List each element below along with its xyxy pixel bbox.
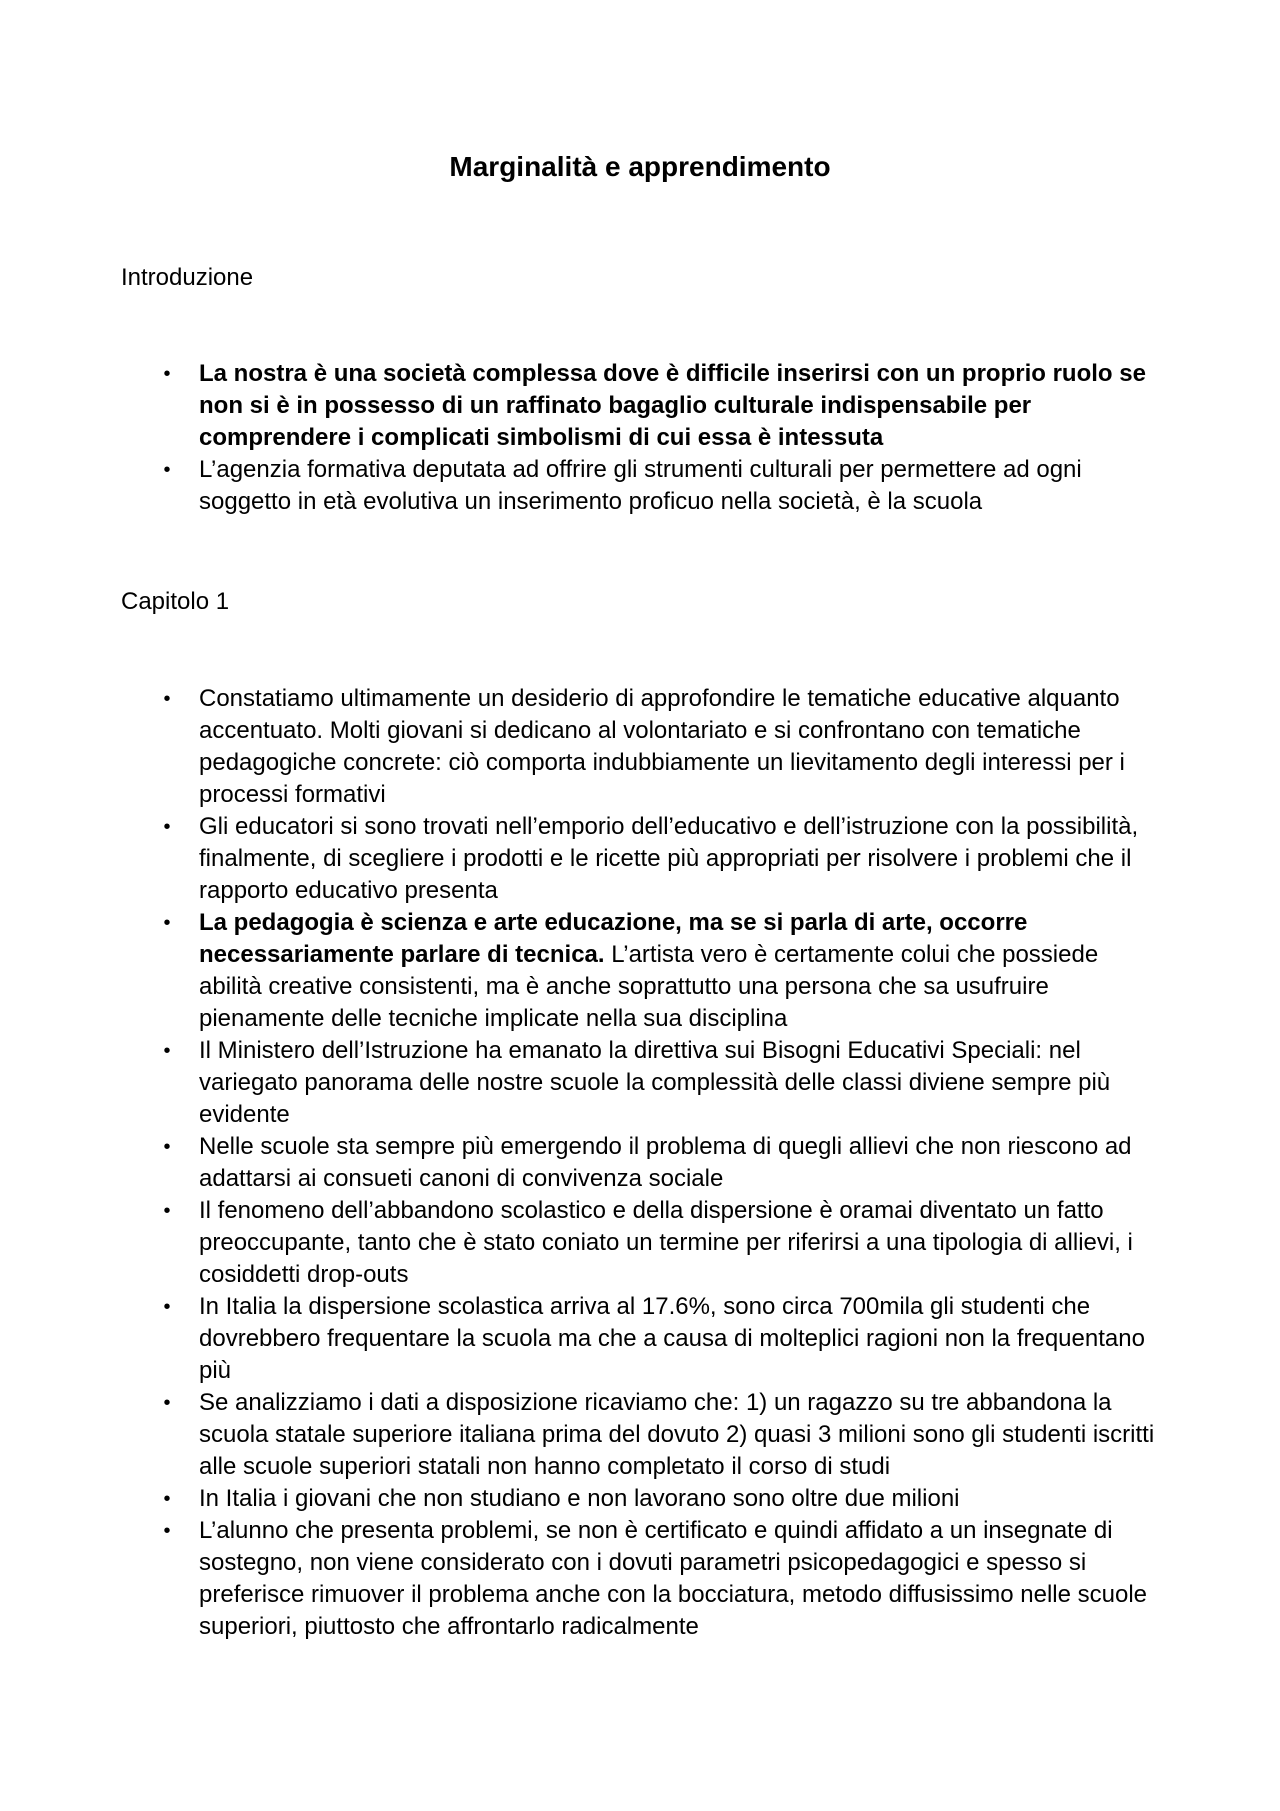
bold-text: La nostra è una società complessa dove è difficile inserirsi con un proprio ruolo se non si è in possesso di un raffinato bagaglio culturale indispensabile per comprendere i complicati simbolismi di cui essa è intessuta [199,360,1146,451]
list-item [0,454,1167,518]
item-text: Gli educatori si sono trovati nell’emporio dell’educativo e dell’istruzione con la possibilità, finalmente, di scegliere i prodotti e le ricette più appropriati per risolvere i problemi che il rapporto educativo presenta [199,813,1139,904]
item-text: Il fenomeno dell’abbandono scolastico e della dispersione è oramai diventato un fatto preoccupante, tanto che è stato coniato un termine per riferirsi a una tipologia di allievi, i cosiddetti drop-outs [199,1197,1133,1288]
section-heading-introduzione: Introduzione [121,264,254,291]
bullet-list-capitolo-1 [0,683,1280,1643]
bullet-icon: • [163,912,171,934]
bullet-icon: • [163,688,171,710]
bullet-icon: • [163,816,171,838]
list-item [0,1483,1167,1515]
item-text: In Italia i giovani che non studiano e non lavorano sono oltre due milioni [199,1485,960,1512]
item-text: L’alunno che presenta problemi, se non è certificato e quindi affidato a un insegnate di sostegno, non viene considerato con i dovuti parametri psicopedagogici e spesso si preferisce rimuover il problema anche con la bocciatura, metodo diffusissimo nelle scuole superiori, piuttosto che affrontarlo radicalmente [199,1517,1148,1640]
list-item [0,1515,1167,1643]
section-heading-capitolo-1: Capitolo 1 [121,588,230,615]
item-text: Il Ministero dell’Istruzione ha emanato la direttiva sui Bisogni Educativi Speciali: nel variegato panorama delle nostre scuole la complessità delle classi diviene sempre più evidente [199,1037,1111,1128]
bullet-icon: • [163,1392,171,1414]
list-item [0,907,1167,1035]
bullet-icon: • [163,1488,171,1510]
bullet-icon: • [163,1200,171,1222]
list-item [0,358,1167,454]
bullet-icon: • [163,459,171,481]
bullet-icon: • [163,1040,171,1062]
list-item [0,1387,1167,1483]
item-text: L’agenzia formativa deputata ad offrire gli strumenti culturali per permettere ad ogni soggetto in età evolutiva un inserimento proficuo nella società, è la scuola [199,456,1082,515]
item-text: In Italia la dispersione scolastica arriva al 17.6%, sono circa 700mila gli studenti che dovrebbero frequentare la scuola ma che a causa di molteplici ragioni non la frequentano più [199,1293,1145,1384]
list-item [0,1195,1167,1291]
list-item [0,1035,1167,1131]
item-text: Se analizziamo i dati a disposizione ricaviamo che: 1) un ragazzo su tre abbandona la scuola statale superiore italiana prima del dovuto 2) quasi 3 milioni sono gli studenti iscritti alle scuole superiori statali non hanno completato il corso di studi [199,1389,1155,1480]
list-item [0,811,1167,907]
bullet-icon: • [163,1136,171,1158]
list-item [0,683,1167,811]
item-text: L’artista vero è certamente colui che possiede abilità creative consistenti, ma è anche soprattutto una persona che sa usufruire pienamente delle tecniche implicate nella sua disciplina [199,941,1099,1032]
bold-text: La pedagogia è scienza e arte educazione, ma se si parla di arte, occorre necessariamente parlare di tecnica. [199,909,1028,968]
bullet-icon: • [163,363,171,385]
list-item [0,1131,1167,1195]
document-title: Marginalità e apprendimento [449,151,831,182]
bullet-list-introduzione [0,358,1280,518]
list-item [0,1291,1167,1387]
bullet-icon: • [163,1520,171,1542]
bullet-icon: • [163,1296,171,1318]
item-text: Nelle scuole sta sempre più emergendo il problema di quegli allievi che non riescono ad adattarsi ai consueti canoni di convivenza sociale [199,1133,1132,1192]
item-text: Constatiamo ultimamente un desiderio di approfondire le tematiche educative alquanto accentuato. Molti giovani si dedicano al volontariato e si confrontano con tematiche pedagogiche concrete: ciò comporta indubbiamente un lievitamento degli interessi per i processi formativi [199,685,1125,808]
